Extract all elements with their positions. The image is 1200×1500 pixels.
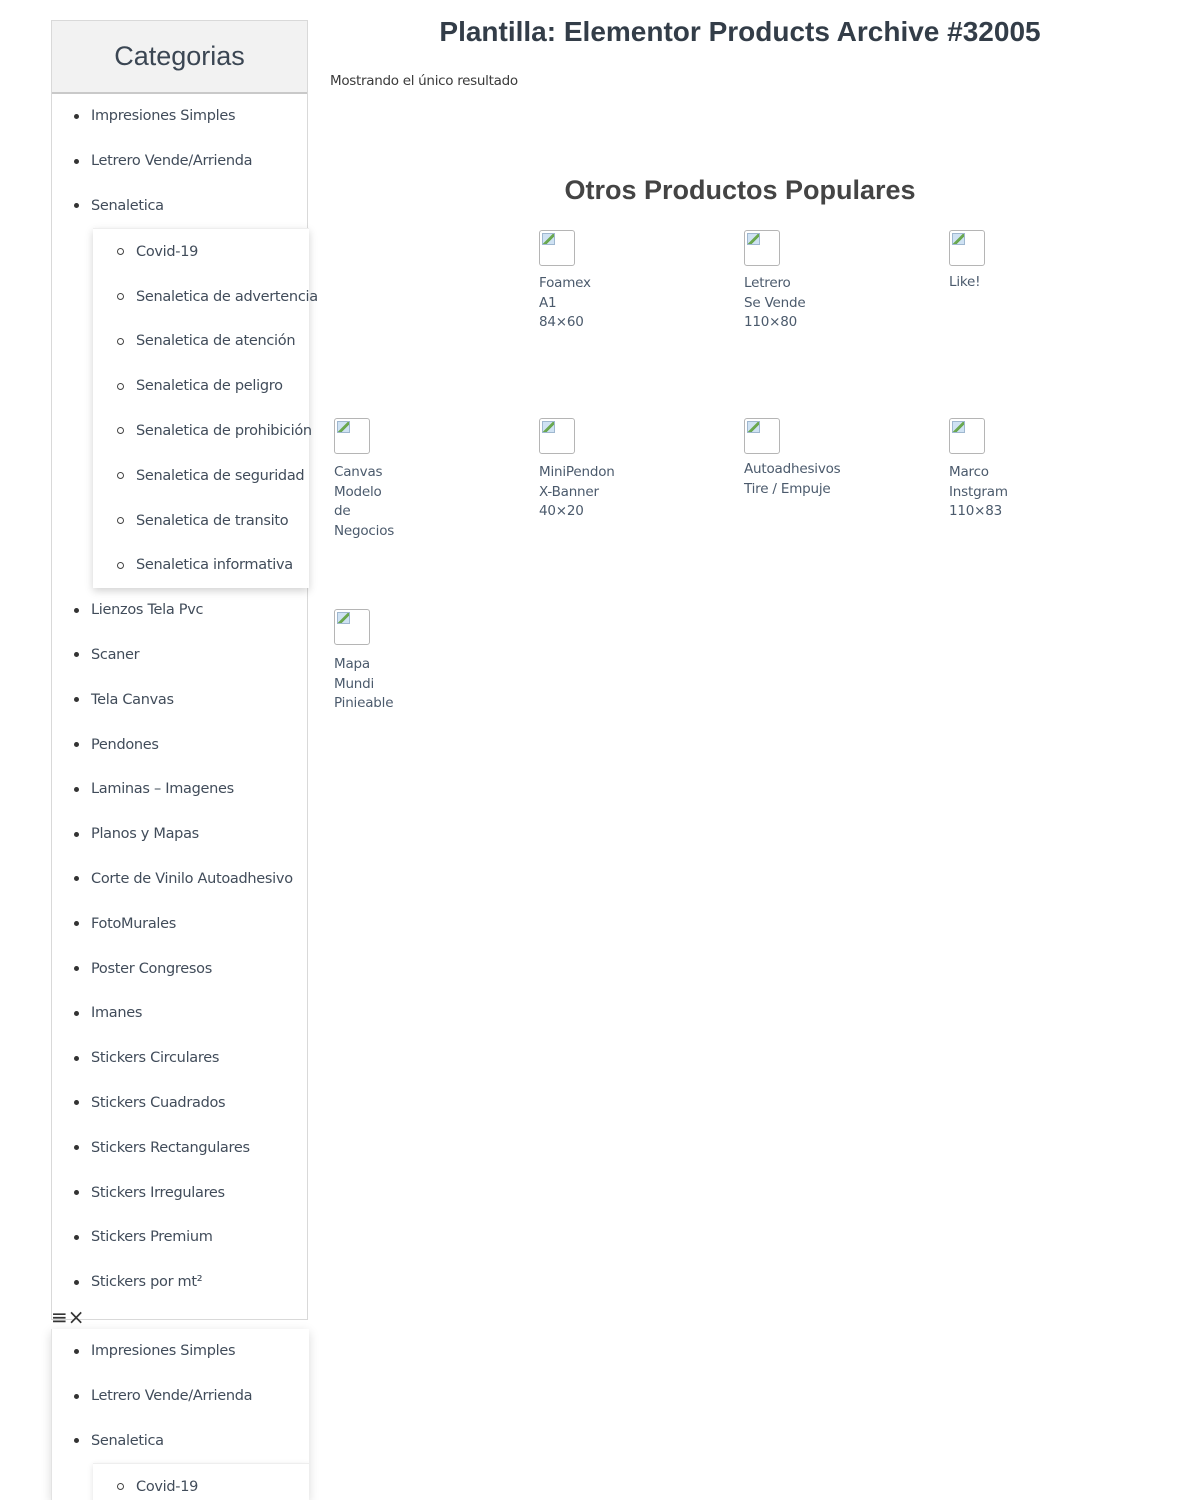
broken-image-icon[interactable] [334,418,370,454]
bullet-icon [74,1394,79,1399]
ring-bullet-icon [117,472,124,479]
ring-bullet-icon [117,248,124,255]
page-title: Plantilla: Elementor Products Archive #32005 [439,16,1041,47]
bullet-icon [74,876,79,881]
mobile-item-letrero-vende-arrienda[interactable]: Letrero Vende/Arrienda [52,1374,309,1419]
category-item-stickers-irregulares[interactable]: Stickers Irregulares [52,1170,307,1215]
ring-bullet-icon [117,383,124,390]
product-name[interactable]: MiniPendon X-Banner 40×20 [539,464,615,519]
bullet-icon [74,1438,79,1443]
category-item-imanes[interactable]: Imanes [52,991,307,1036]
broken-image-icon[interactable] [744,230,780,266]
bullet-icon [74,921,79,926]
category-item-poster-congresos[interactable]: Poster Congresos [52,946,307,991]
bullet-icon [74,1011,79,1016]
category-item-tela-canvas[interactable]: Tela Canvas [52,677,307,722]
bullet-icon [74,1100,79,1105]
product-name[interactable]: Letrero Se Vende 110×80 [744,275,806,330]
category-item-pendones[interactable]: Pendones [52,722,307,767]
senaletica-submenu [93,228,318,587]
product-name[interactable]: Canvas Modelo de Negocios [334,464,395,539]
bullet-icon [74,1056,79,1061]
mobile-item-senaletica[interactable]: Senaletica [52,1419,309,1464]
bullet-icon [74,1145,79,1150]
category-item-stickers-cuadrados[interactable]: Stickers Cuadrados [52,1081,307,1126]
ring-bullet-icon [117,517,124,524]
mobile-subcategory-item-covid-19[interactable]: Covid-19 [93,1464,309,1500]
bullet-icon [74,608,79,613]
broken-image-icon[interactable] [539,418,575,454]
category-item-stickers-por-mt2[interactable]: Stickers por mt² [52,1260,307,1305]
category-item-fotomurales[interactable]: FotoMurales [52,901,307,946]
mobile-item-impresiones-simples[interactable]: Impresiones Simples [52,1329,309,1374]
category-item-stickers-rectangulares[interactable]: Stickers Rectangulares [52,1125,307,1170]
bullet-icon [74,742,79,747]
mobile-category-menu [51,1329,309,1500]
category-item-planos-y-mapas[interactable]: Planos y Mapas [52,812,307,857]
category-sidebar [51,20,318,1320]
ring-bullet-icon [117,338,124,345]
mobile-senaletica-submenu [93,1463,309,1500]
subcategory-item-advertencia[interactable]: Senaletica de advertencia [93,274,309,319]
product-card [539,418,679,522]
broken-image-icon[interactable] [949,230,985,266]
bullet-icon [74,697,79,702]
category-item-stickers-premium[interactable]: Stickers Premium [52,1215,307,1260]
hamburger-icon[interactable]: ≡ [51,1305,68,1329]
product-card [334,609,474,714]
category-item-lienzos-tela-pvc[interactable]: Lienzos Tela Pvc [52,588,307,633]
broken-image-icon[interactable] [539,230,575,266]
subcategory-item-seguridad[interactable]: Senaletica de seguridad [93,453,309,498]
bullet-icon [74,832,79,837]
product-name[interactable]: Marco Instgram 110×83 [949,464,1008,519]
ring-bullet-icon [117,293,124,300]
bullet-icon [74,114,79,119]
category-list [52,94,318,1305]
bullet-icon [74,1349,79,1354]
product-name[interactable]: Autoadhesivos Tire / Empuje [744,461,841,497]
close-icon[interactable]: × [67,1305,85,1329]
broken-image-icon[interactable] [744,418,780,454]
bullet-icon [74,1235,79,1240]
menu-toggle [51,1305,85,1329]
category-item-letrero-vende-arrienda[interactable]: Letrero Vende/Arrienda [52,139,307,184]
product-card [744,230,884,333]
ring-bullet-icon [117,1483,124,1490]
sidebar-title: Categorias [52,21,307,94]
product-card [744,418,884,499]
category-item-corte-de-vinilo[interactable]: Corte de Vinilo Autoadhesivo [52,857,307,902]
subcategory-item-informativa[interactable]: Senaletica informativa [93,543,309,588]
product-card [949,418,1089,522]
ring-bullet-icon [117,562,124,569]
category-item-stickers-circulares[interactable]: Stickers Circulares [52,1036,307,1081]
subcategory-item-peligro[interactable]: Senaletica de peligro [93,364,309,409]
product-name[interactable]: Foamex A1 84×60 [539,275,591,330]
ring-bullet-icon [117,427,124,434]
subcategory-item-transito[interactable]: Senaletica de transito [93,498,309,543]
product-card [334,418,474,541]
bullet-icon [74,966,79,971]
product-name[interactable]: Like! [949,274,981,290]
category-item-laminas-imagenes[interactable]: Laminas – Imagenes [52,767,307,812]
product-card [539,230,679,333]
category-item-impresiones-simples[interactable]: Impresiones Simples [52,94,307,139]
bullet-icon [74,159,79,164]
subcategory-item-atencion[interactable]: Senaletica de atención [93,319,309,364]
category-item-senaletica[interactable]: Senaletica [52,184,307,229]
popular-products-title: Otros Productos Populares [564,175,916,205]
bullet-icon [74,652,79,657]
product-name[interactable]: Mapa Mundi Pinieable [334,656,394,711]
category-item-scaner[interactable]: Scaner [52,633,307,678]
mobile-category-list [52,1329,309,1500]
product-card [949,230,1089,293]
bullet-icon [74,787,79,792]
broken-image-icon[interactable] [949,418,985,454]
bullet-icon [74,1190,79,1195]
subcategory-item-covid-19[interactable]: Covid-19 [93,229,309,274]
subcategory-item-prohibicion[interactable]: Senaletica de prohibición [93,409,309,454]
bullet-icon [74,203,79,208]
result-count: Mostrando el único resultado [330,73,518,89]
bullet-icon [74,1280,79,1285]
broken-image-icon[interactable] [334,609,370,645]
